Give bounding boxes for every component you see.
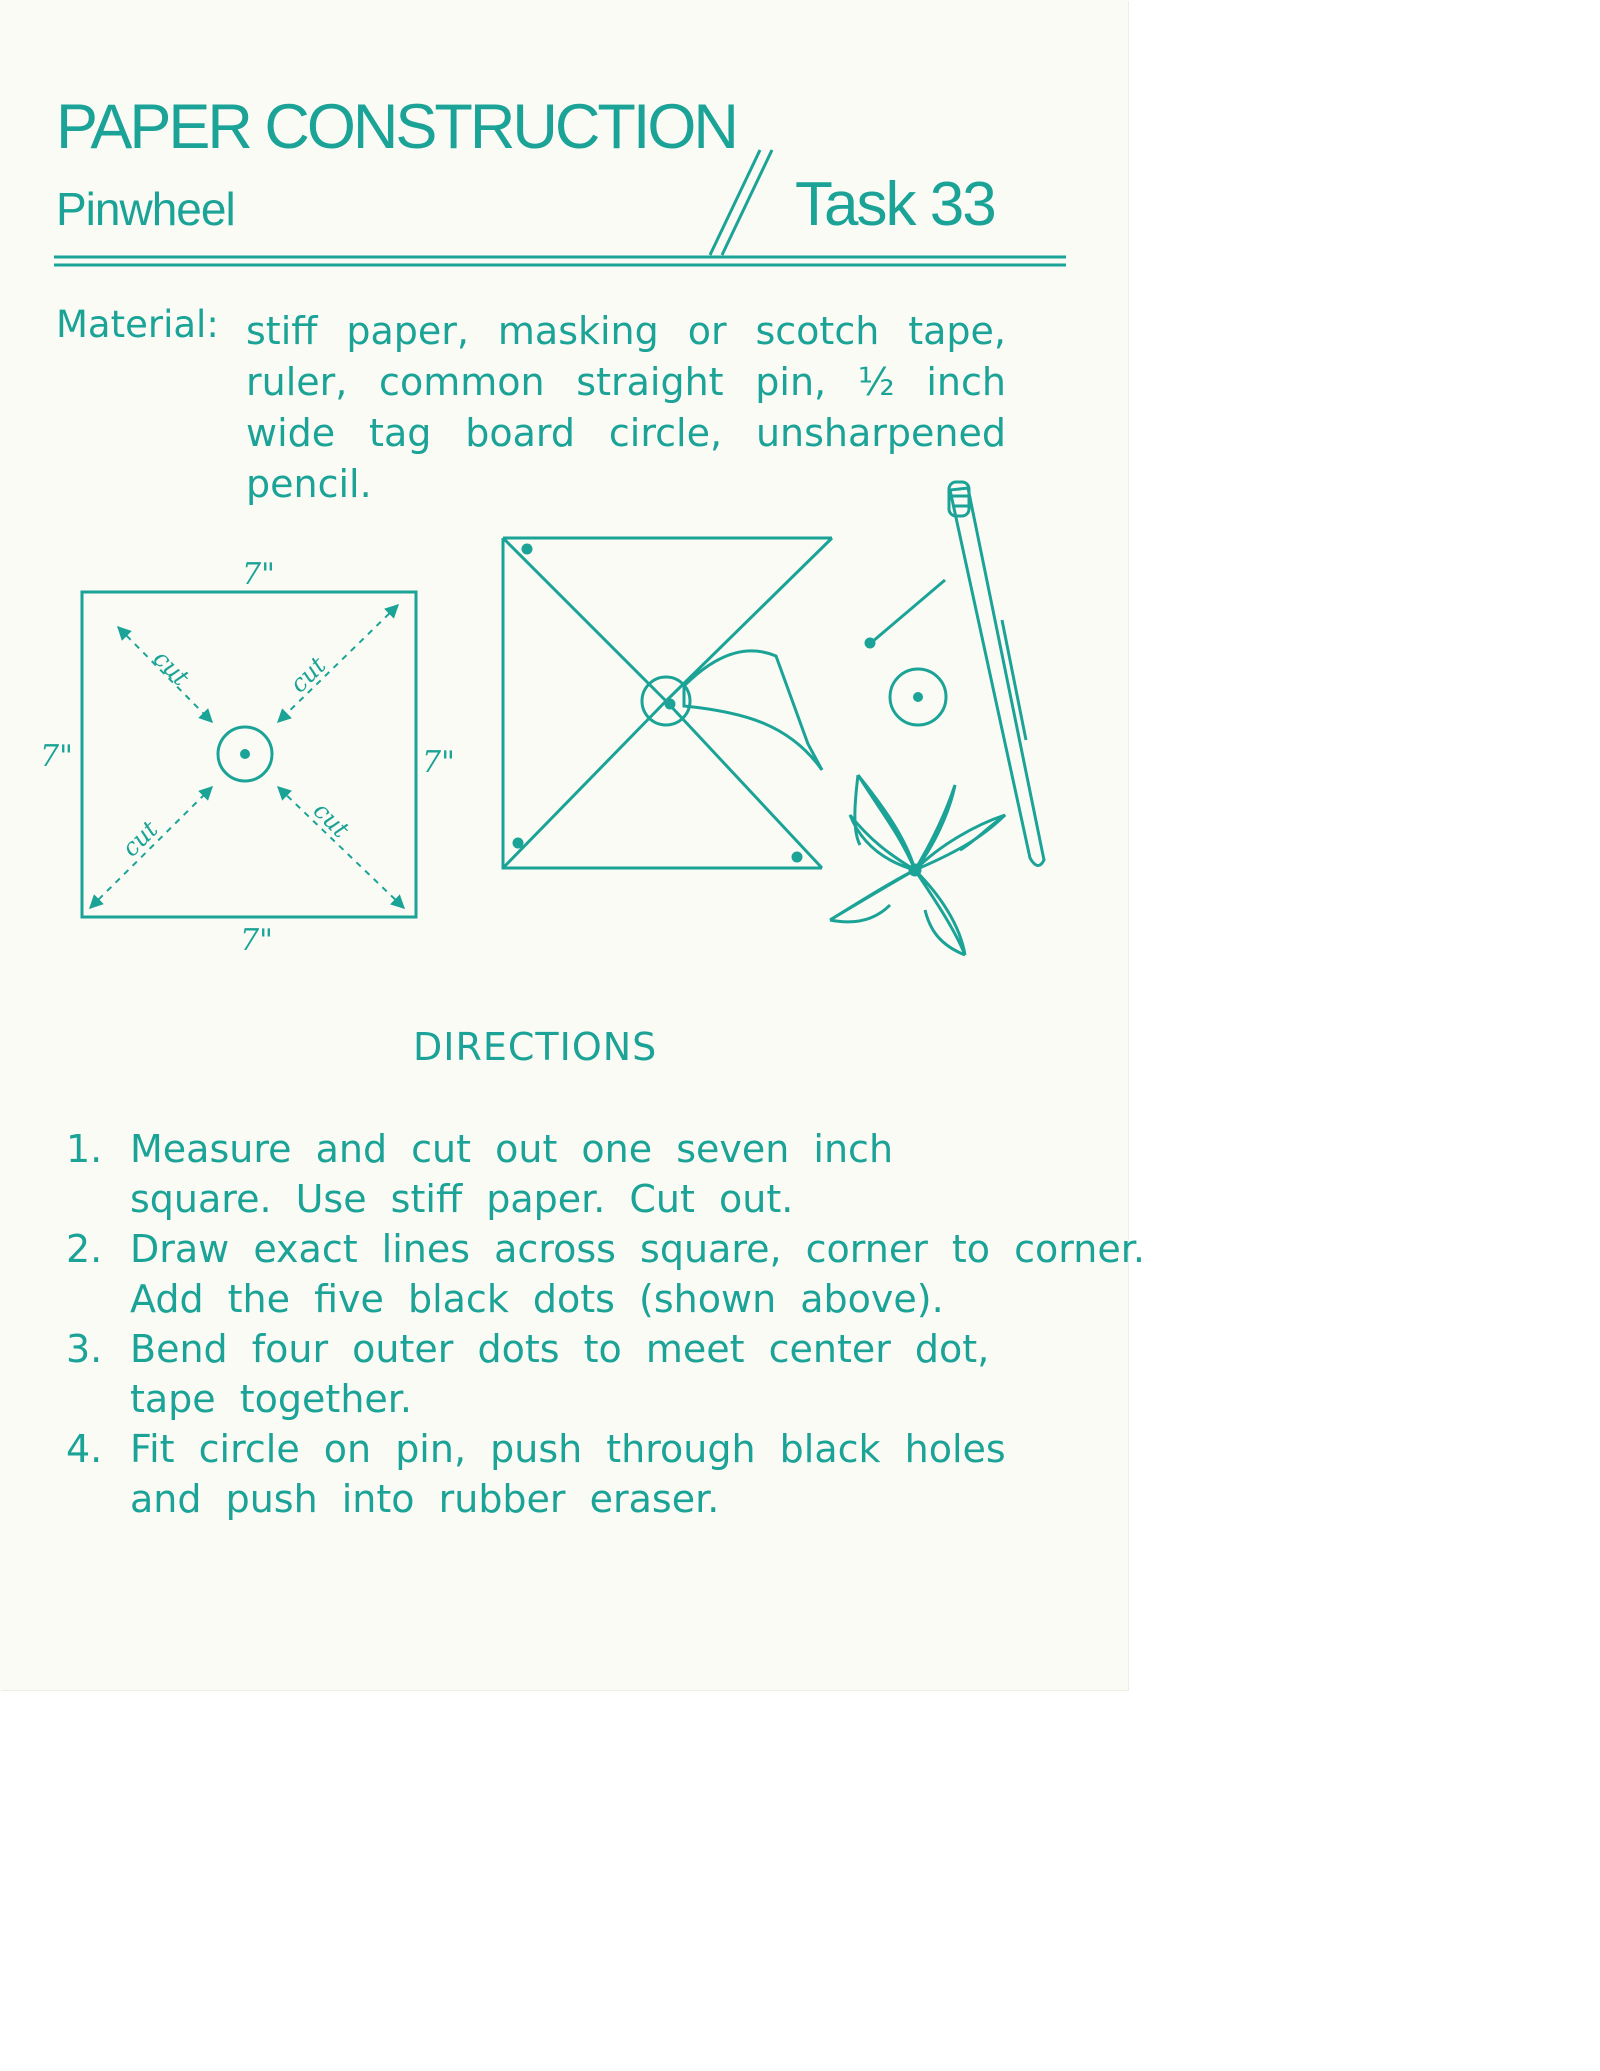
folded-square-diagram <box>503 538 832 868</box>
direction-step <box>66 1224 1160 1324</box>
step-number: 1. <box>66 1127 103 1171</box>
square-cut-diagram <box>82 592 416 917</box>
step-number: 2. <box>66 1227 103 1271</box>
finished-pinwheel <box>830 775 1005 955</box>
cut-arrow-top-right <box>278 605 398 722</box>
step-text: Measure and cut out one seven inch square. Use stiff paper. Cut out. <box>130 1127 894 1221</box>
cut-label-top-right: cut <box>284 651 332 699</box>
materials-text: stiff paper, masking or scotch tape, ruler, common straight pin, ½ inch wide tag board circle, unsharpened pencil. <box>246 309 1006 506</box>
page-title: PAPER CONSTRUCTION <box>56 92 736 162</box>
cut-label-bottom-right: cut <box>307 796 355 844</box>
dimension-left: 7" <box>40 739 73 774</box>
pencil-illustration <box>949 482 1044 866</box>
cut-label-bottom-left: cut <box>116 815 164 863</box>
step-text: Draw exact lines across square, corner to corner. Add the five black dots (shown above). <box>130 1227 1145 1321</box>
task-number: Task 33 <box>795 170 995 239</box>
step-number: 4. <box>66 1427 103 1471</box>
direction-step <box>66 1324 1160 1424</box>
cut-arrow-bottom-left <box>90 787 212 908</box>
step-text: Fit circle on pin, push through black holes and push into rubber eraser. <box>130 1427 1006 1521</box>
directions-list <box>66 1124 1160 1524</box>
center-dot <box>242 751 249 758</box>
page-subtitle: Pinwheel <box>56 183 235 235</box>
step-number: 3. <box>66 1327 103 1371</box>
materials-label: Material: <box>56 303 219 346</box>
pin-illustration <box>866 580 945 647</box>
dimension-top: 7" <box>242 557 275 592</box>
direction-step <box>66 1424 1160 1524</box>
step-text: Bend four outer dots to meet center dot, tape together. <box>130 1327 990 1421</box>
tag-board-circle <box>890 669 946 725</box>
direction-step <box>66 1124 1160 1224</box>
dimension-bottom: 7" <box>240 923 273 958</box>
cut-label-top-left: cut <box>147 644 195 692</box>
directions-heading: DIRECTIONS <box>413 1025 658 1069</box>
cut-arrow-bottom-right <box>278 787 404 908</box>
dimension-right: 7" <box>422 745 455 780</box>
header-rule <box>54 150 1066 265</box>
